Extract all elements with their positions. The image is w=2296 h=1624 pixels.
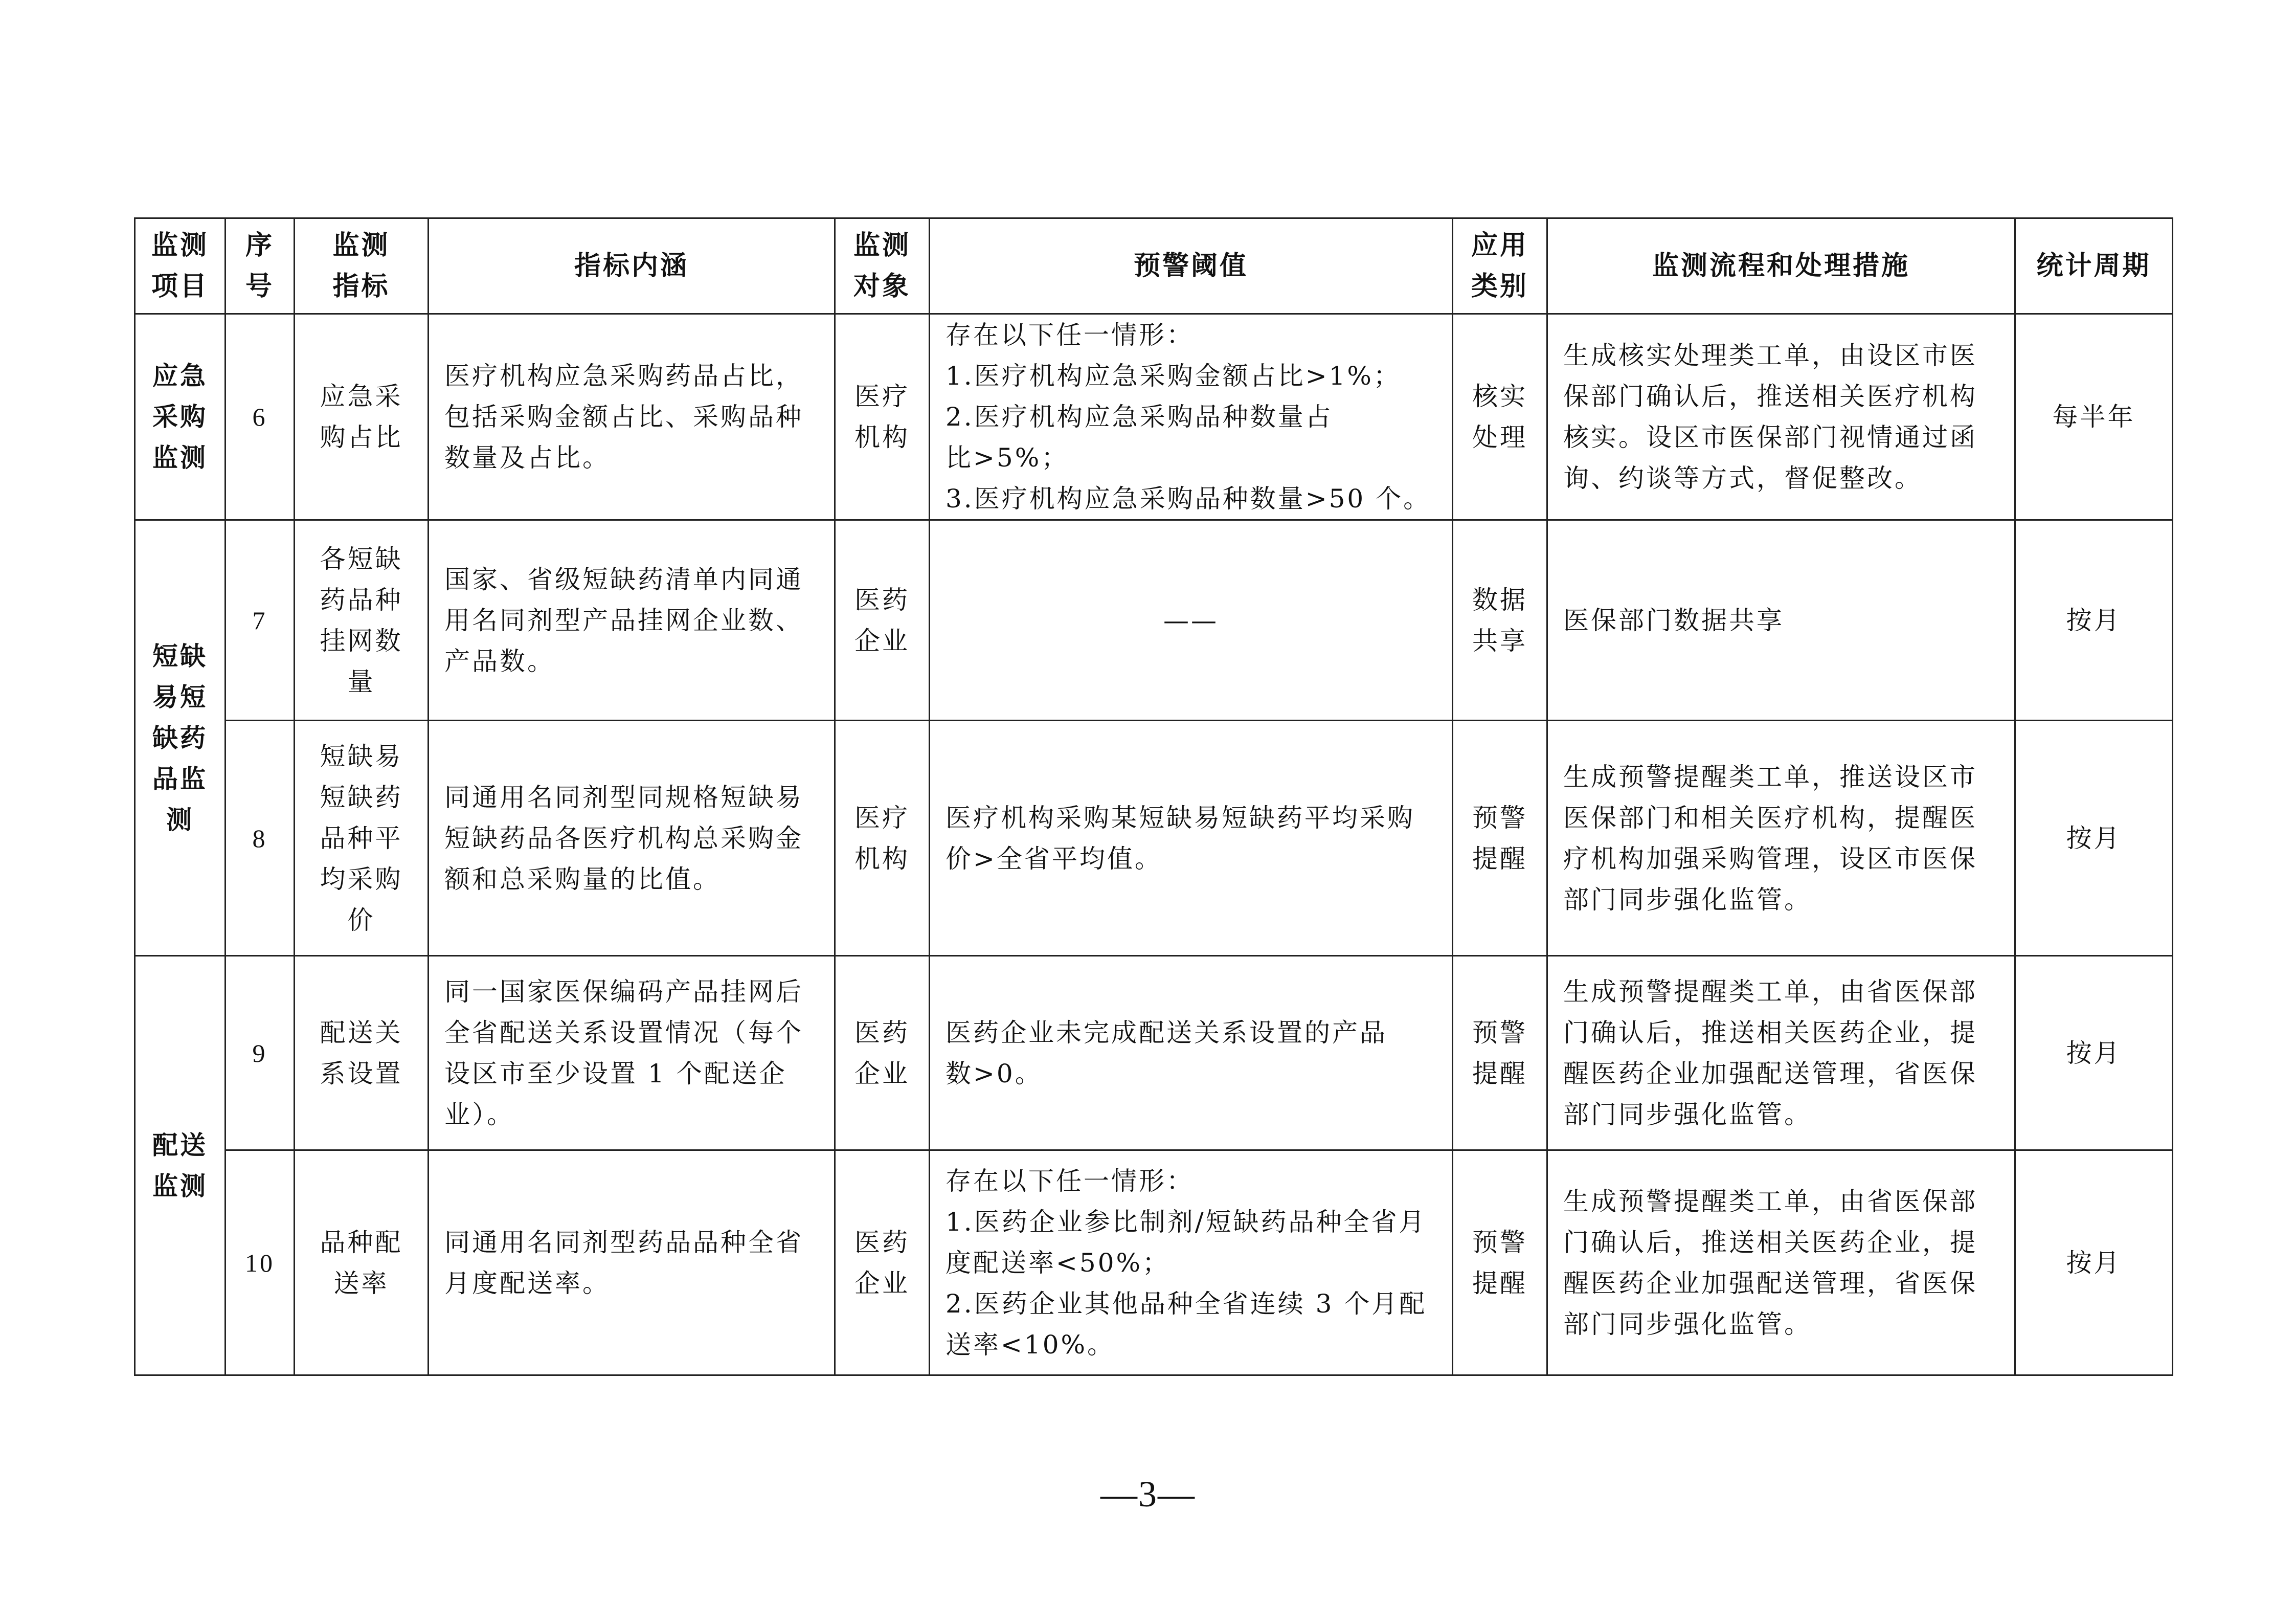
cell-line: 月度配送率。 xyxy=(444,1268,610,1298)
page-number: —3— xyxy=(1100,1474,1196,1515)
object-cell xyxy=(835,314,930,520)
header-meaning: 指标内涵 xyxy=(429,218,835,314)
header-category xyxy=(1453,218,1547,314)
period-cell: 按月 xyxy=(2015,956,2173,1150)
cell-line: 产品数。 xyxy=(444,646,555,676)
cell-line: 包括采购金额占比、采购品种 xyxy=(444,402,803,432)
threshold-cell xyxy=(930,956,1453,1150)
table-row xyxy=(135,721,2173,956)
seq-cell: 7 xyxy=(226,520,295,721)
cell-line: 比>5%； xyxy=(946,443,1069,473)
indicator-cell xyxy=(295,1150,429,1375)
cell-line: 企业 xyxy=(854,626,910,656)
object-cell xyxy=(835,520,930,721)
group-text: 品监 xyxy=(152,764,208,794)
cell-line: 门确认后，推送相关医药企业，提 xyxy=(1563,1017,1977,1048)
group-text: 应急 xyxy=(152,361,208,391)
group-text: 短缺 xyxy=(152,641,208,671)
threshold-cell xyxy=(930,1150,1453,1375)
cell-line: 短缺药品各医疗机构总采购金 xyxy=(444,823,803,853)
cell-line: 预警 xyxy=(1472,803,1527,833)
cell-line: 医保部门和相关医疗机构，提醒医 xyxy=(1563,803,1977,833)
cell-line: 部门同步强化监管。 xyxy=(1563,1099,1812,1129)
header-indicator xyxy=(295,218,429,314)
cell-line: 存在以下任一情形： xyxy=(946,1166,1194,1196)
header-text: 号 xyxy=(245,271,274,302)
object-cell xyxy=(835,1150,930,1375)
cell-line: 短缺药 xyxy=(320,782,403,812)
cell-line: 2.医药企业其他品种全省连续 3 个月配 xyxy=(946,1288,1427,1319)
cell-line: 3.医疗机构应急采购品种数量>50 个。 xyxy=(946,484,1431,514)
group-text: 监测 xyxy=(152,1171,208,1201)
process-cell: 医保部门数据共享 xyxy=(1547,520,2015,721)
cell-line: 醒医药企业加强配送管理，省医保 xyxy=(1563,1058,1977,1088)
cell-line: 提醒 xyxy=(1472,1058,1527,1088)
group-text: 测 xyxy=(166,805,194,835)
cell-line: 共享 xyxy=(1472,626,1527,656)
cell-line: 医药 xyxy=(854,585,910,615)
indicator-table xyxy=(134,217,2173,1376)
group-cell xyxy=(135,520,226,956)
threshold-cell xyxy=(930,314,1453,520)
group-text: 易短 xyxy=(152,682,208,712)
cell-line: 1.医药企业参比制剂/短缺药品种全省月 xyxy=(946,1207,1427,1237)
cell-line: 机构 xyxy=(854,422,910,452)
header-text: 监测 xyxy=(853,230,911,261)
cell-line: 医药企业未完成配送关系设置的产品 xyxy=(946,1017,1387,1048)
category-cell xyxy=(1453,314,1547,520)
cell-line: 药品种 xyxy=(320,585,403,615)
cell-line: 价>全省平均值。 xyxy=(946,843,1162,874)
process-cell xyxy=(1547,956,2015,1150)
cell-line: 门确认后，推送相关医药企业，提 xyxy=(1563,1227,1977,1257)
cell-line: 核实。设区市医保部门视情通过函 xyxy=(1563,422,1977,452)
header-row xyxy=(135,218,2173,314)
meaning-cell xyxy=(429,721,835,956)
seq-cell: 8 xyxy=(226,721,295,956)
category-cell xyxy=(1453,520,1547,721)
cell-line: 各短缺 xyxy=(320,544,403,574)
cell-line: 部门同步强化监管。 xyxy=(1563,1309,1812,1339)
cell-line: 用名同剂型产品挂网企业数、 xyxy=(444,605,803,635)
cell-line: 医疗 xyxy=(854,382,910,411)
cell-line: 生成核实处理类工单，由设区市医 xyxy=(1563,341,1977,370)
cell-line: 挂网数 xyxy=(320,626,403,656)
cell-line: 量 xyxy=(347,666,375,697)
indicator-cell xyxy=(295,314,429,520)
cell-line: 均采购 xyxy=(320,864,403,894)
header-monitoring-item xyxy=(135,218,226,314)
category-cell xyxy=(1453,721,1547,956)
cell-line: 企业 xyxy=(854,1058,910,1088)
header-text: 对象 xyxy=(853,271,911,302)
group-text: 缺药 xyxy=(152,723,208,753)
period-cell: 每半年 xyxy=(2015,314,2173,520)
cell-line: 处理 xyxy=(1472,422,1527,452)
cell-line: 应急采 xyxy=(320,382,403,411)
header-object xyxy=(835,218,930,314)
cell-line: 系设置 xyxy=(320,1058,403,1088)
cell-line: 生成预警提醒类工单，由省医保部 xyxy=(1563,1186,1977,1216)
seq-cell: 6 xyxy=(226,314,295,520)
meaning-cell xyxy=(429,956,835,1150)
header-seq xyxy=(226,218,295,314)
cell-line: 数量及占比。 xyxy=(444,443,610,473)
indicator-cell xyxy=(295,721,429,956)
header-text: 监测 xyxy=(151,230,209,261)
cell-line: 1.医疗机构应急采购金额占比>1%； xyxy=(946,361,1401,391)
header-text: 监测 xyxy=(332,230,390,261)
cell-line: 询、约谈等方式，督促整改。 xyxy=(1563,463,1922,493)
period-cell: 按月 xyxy=(2015,721,2173,956)
cell-line: 预警 xyxy=(1472,1017,1527,1048)
header-text: 指标 xyxy=(332,271,390,302)
object-cell xyxy=(835,956,930,1150)
header-process: 监测流程和处理措施 xyxy=(1547,218,2015,314)
cell-line: 国家、省级短缺药清单内同通 xyxy=(444,564,803,594)
object-cell xyxy=(835,721,930,956)
cell-line: 企业 xyxy=(854,1268,910,1298)
indicator-cell xyxy=(295,520,429,721)
cell-line: 存在以下任一情形： xyxy=(946,320,1194,350)
meaning-cell xyxy=(429,1150,835,1375)
header-threshold: 预警阈值 xyxy=(930,218,1453,314)
cell-line: 数据 xyxy=(1472,585,1527,615)
cell-line: 价 xyxy=(347,905,375,935)
cell-line: 配送关 xyxy=(320,1017,403,1048)
cell-line: 额和总采购量的比值。 xyxy=(444,864,721,894)
process-cell xyxy=(1547,721,2015,956)
threshold-cell: —— xyxy=(930,520,1453,721)
cell-line: 送率<10%。 xyxy=(946,1329,1115,1360)
cell-line: 医药 xyxy=(854,1017,910,1048)
cell-line: 醒医药企业加强配送管理，省医保 xyxy=(1563,1268,1977,1298)
table-row xyxy=(135,314,2173,520)
cell-line: 业）。 xyxy=(444,1099,514,1129)
cell-line: 设区市至少设置 1 个配送企 xyxy=(444,1058,787,1088)
group-text: 配送 xyxy=(152,1130,208,1160)
group-text: 采购 xyxy=(152,402,208,432)
cell-line: 同一国家医保编码产品挂网后 xyxy=(444,976,803,1007)
table-row xyxy=(135,520,2173,721)
group-cell xyxy=(135,956,226,1375)
group-cell xyxy=(135,314,226,520)
cell-line: 度配送率<50%； xyxy=(946,1248,1170,1278)
indicator-cell xyxy=(295,956,429,1150)
cell-line: 同通用名同剂型同规格短缺易 xyxy=(444,782,803,812)
period-cell: 按月 xyxy=(2015,520,2173,721)
cell-line: 医药 xyxy=(854,1227,910,1257)
seq-cell: 9 xyxy=(226,956,295,1150)
cell-line: 提醒 xyxy=(1472,1268,1527,1298)
cell-line: 2.医疗机构应急采购品种数量占 xyxy=(946,402,1333,432)
header-text: 项目 xyxy=(151,271,209,302)
cell-line: 保部门确认后，推送相关医疗机构 xyxy=(1563,382,1977,411)
cell-line: 数>0。 xyxy=(946,1058,1043,1088)
cell-line: 医疗机构采购某短缺易短缺药平均采购 xyxy=(946,803,1415,833)
header-text: 序 xyxy=(245,230,274,261)
group-text: 监测 xyxy=(152,443,208,473)
category-cell xyxy=(1453,956,1547,1150)
cell-line: 生成预警提醒类工单，推送设区市 xyxy=(1563,762,1977,792)
table-row xyxy=(135,1150,2173,1375)
cell-line: 送率 xyxy=(333,1268,389,1298)
cell-line: 核实 xyxy=(1472,382,1527,411)
cell-line: 品种配 xyxy=(320,1227,403,1257)
header-text: 应用 xyxy=(1471,230,1528,261)
cell-line: 全省配送关系设置情况（每个 xyxy=(444,1017,803,1048)
cell-line: 医疗机构应急采购药品占比， xyxy=(444,361,803,391)
cell-line: 部门同步强化监管。 xyxy=(1563,884,1812,915)
cell-line: 机构 xyxy=(854,843,910,874)
cell-line: 生成预警提醒类工单，由省医保部 xyxy=(1563,976,1977,1007)
table-row xyxy=(135,956,2173,1150)
threshold-cell xyxy=(930,721,1453,956)
period-cell: 按月 xyxy=(2015,1150,2173,1375)
seq-cell: 10 xyxy=(226,1150,295,1375)
process-cell xyxy=(1547,1150,2015,1375)
category-cell xyxy=(1453,1150,1547,1375)
cell-line: 预警 xyxy=(1472,1227,1527,1257)
cell-line: 医疗 xyxy=(854,803,910,833)
process-cell xyxy=(1547,314,2015,520)
cell-line: 疗机构加强采购管理，设区市医保 xyxy=(1563,843,1977,874)
cell-line: 短缺易 xyxy=(320,741,403,771)
meaning-cell xyxy=(429,520,835,721)
header-period: 统计周期 xyxy=(2015,218,2173,314)
cell-line: 提醒 xyxy=(1472,843,1527,874)
cell-line: 购占比 xyxy=(320,422,403,452)
cell-line: 同通用名同剂型药品品种全省 xyxy=(444,1227,803,1257)
meaning-cell xyxy=(429,314,835,520)
cell-line: 品种平 xyxy=(320,823,403,853)
header-text: 类别 xyxy=(1471,271,1528,302)
